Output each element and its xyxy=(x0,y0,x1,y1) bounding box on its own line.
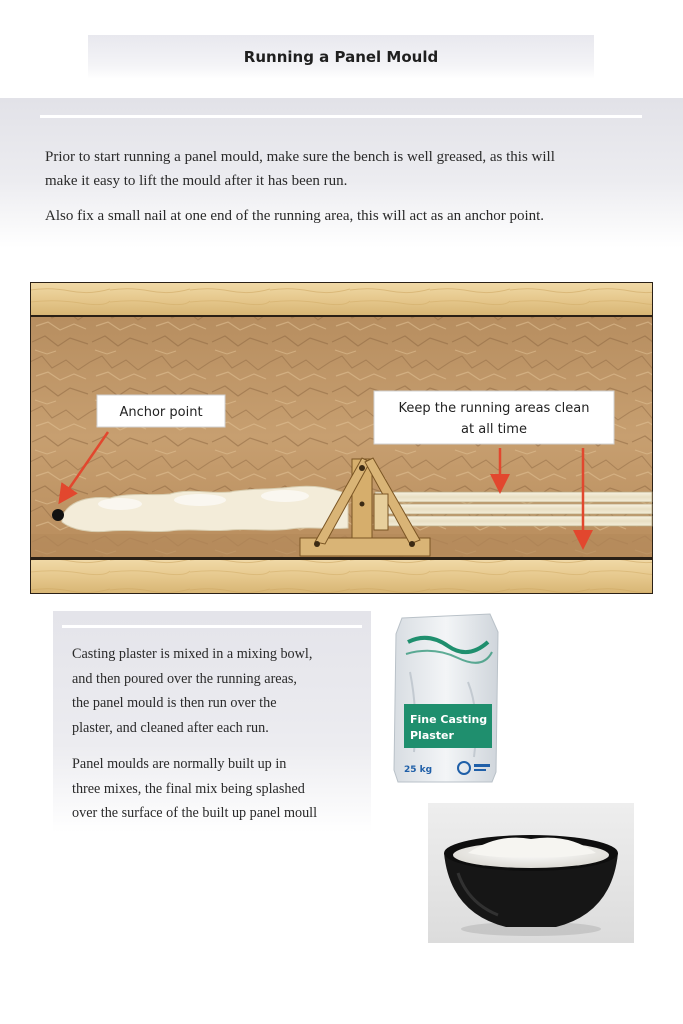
callout-keep-clean-line-2: at all time xyxy=(461,422,527,437)
mixing-p2-line-3: over the surface of the built up panel moull xyxy=(72,805,318,822)
mixing-divider xyxy=(62,625,362,628)
intro-paragraph-2: Also fix a small nail at one end of the running area, this will act as an anchor point. xyxy=(45,208,545,224)
callout-keep-clean-line-1: Keep the running areas clean xyxy=(398,401,590,416)
mixing-bowl-image xyxy=(428,803,634,943)
bag-weight: 25 kg xyxy=(404,765,433,775)
mixing-p1-line-3: the panel mould is then run over the xyxy=(72,695,277,712)
bag-label-line-2: Plaster xyxy=(410,729,454,742)
mixing-p2-line-2: three mixes, the final mix being splashed xyxy=(72,780,305,797)
bag-label-line-1: Fine Casting xyxy=(410,713,488,726)
running-area-diagram xyxy=(30,282,653,594)
page-title: Running a Panel Mould xyxy=(243,48,439,66)
mixing-p1-line-1: Casting plaster is mixed in a mixing bowl, xyxy=(72,646,313,662)
guide-rail xyxy=(375,492,652,502)
plaster-bag-image xyxy=(388,612,504,784)
callout-anchor-text: Anchor point xyxy=(119,405,203,420)
mixing-p1-line-4: plaster, and cleaned after each run. xyxy=(72,719,269,736)
anchor-nail xyxy=(52,509,64,521)
intro-paragraph-1-line-1: Prior to start running a panel mould, make sure the bench is well greased, as this will xyxy=(45,149,555,165)
intro-paragraph-1-line-2: make it easy to lift the mould after it has been run. xyxy=(45,173,348,189)
mixing-p2-line-1: Panel moulds are normally built up in xyxy=(72,756,287,772)
intro-divider xyxy=(40,115,642,118)
mixing-p1-line-2: and then poured over the running areas, xyxy=(72,670,297,687)
